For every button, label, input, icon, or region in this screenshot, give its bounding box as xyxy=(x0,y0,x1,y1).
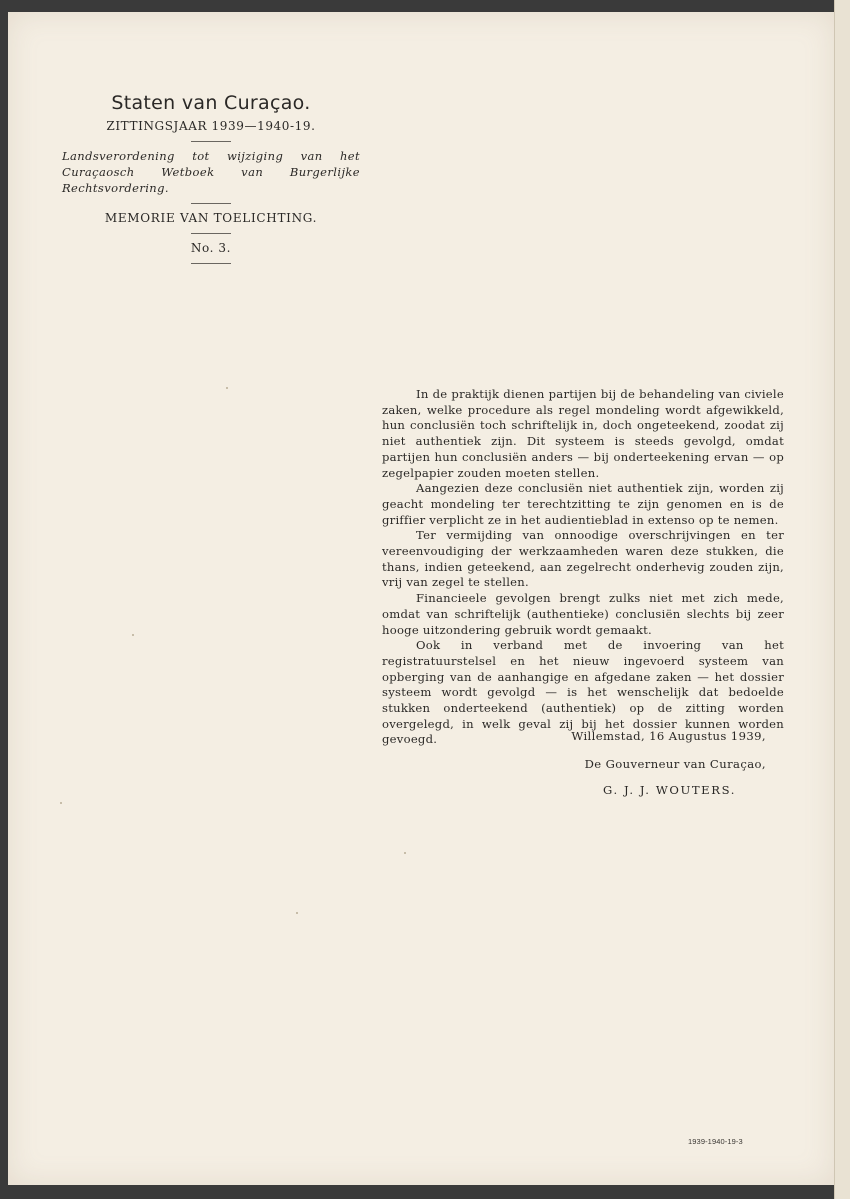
paragraph: Ook in verband met de invoering van het registratuurstelsel en het nieuw ingevoerd systeem van opberging van de aanhangige en afgedane zaken — het dossier systeem wordt gevolgd — is het wenschelijk dat bedoelde stukken onderteekend (authentiek) op de zitting worden overgelegd, in welk geval zij bij het dossier kunnen worden gevoegd. xyxy=(382,638,784,747)
document-code: 1939-1940-19-3 xyxy=(688,1137,743,1146)
explanatory-text xyxy=(382,387,784,748)
paper-speck xyxy=(404,852,406,854)
parliament-title: Staten van Curaçao. xyxy=(111,92,311,114)
paper-speck xyxy=(226,387,228,389)
paragraph: Aangezien deze conclusiën niet authentiek zijn, worden zij geacht mondeling ter terechtzitting te zijn genomen en is de griffier verplicht ze in het audientieblad in extenso op te nemen. xyxy=(382,481,784,527)
signatory-name: G. J. J. WOUTERS. xyxy=(603,783,736,797)
paragraph: In de praktijk dienen partijen bij de behandeling van civiele zaken, welke procedure als regel mondeling wordt afgewikkeld, hun conclusiën toch schriftelijk in, doch ongeteekend, zoodat zij niet authentiek zijn. Dit systeem is steeds gevolgd, omdat partijen hun conclusiën anders — bij onderteekening ervan — op zegelpapier zouden moeten stellen. xyxy=(382,387,784,480)
paragraph: Ter vermijding van onnoodige overschrijvingen en ter vereenvoudiging der werkzaamheden waren deze stukken, die thans, indien geteekend, aan zegelrecht onderhevig zouden zijn, vrij van zegel te stellen. xyxy=(382,528,784,590)
adjacent-page-edge xyxy=(834,0,850,1199)
document-type: MEMORIE VAN TOELICHTING. xyxy=(104,211,318,225)
document-page xyxy=(8,12,834,1185)
session-year: ZITTINGSJAAR 1939—1940-19. xyxy=(106,119,316,133)
signatory-title: De Gouverneur van Curaçao, xyxy=(584,757,766,771)
place-and-date: Willemstad, 16 Augustus 1939, xyxy=(571,729,766,743)
divider xyxy=(191,233,231,234)
document-number: No. 3. xyxy=(190,241,232,255)
divider xyxy=(191,141,231,142)
divider xyxy=(191,203,231,204)
paper-speck xyxy=(296,912,298,914)
document-header xyxy=(62,90,360,270)
paragraph: Financieele gevolgen brengt zulks niet met zich mede, omdat van schriftelijk (authentieke) conclusiën slechts bij zeer hooge uitzondering gebruik wordt gemaakt. xyxy=(382,591,784,637)
paper-speck xyxy=(60,802,62,804)
paper-speck xyxy=(132,634,134,636)
divider xyxy=(191,263,231,264)
ordinance-subject: Landsverordening tot wijziging van het Curaçaosch Wetboek van Burgerlijke Rechtsvordering. xyxy=(62,149,360,195)
